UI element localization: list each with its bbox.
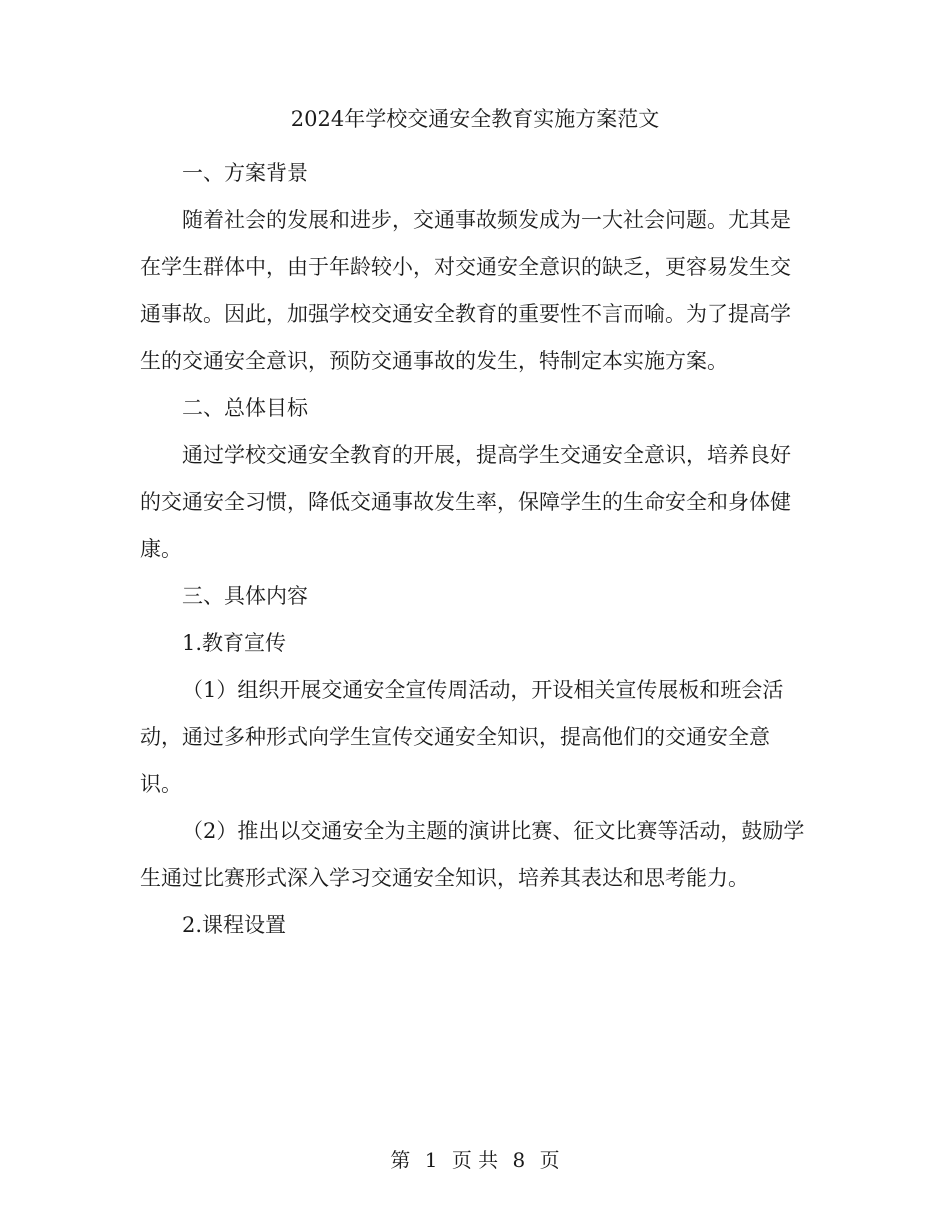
page-label-suffix: 页 <box>539 1148 560 1172</box>
subheading-curriculum: 2.课程设置 <box>182 913 287 937</box>
total-page-count: 8 <box>512 1148 526 1172</box>
paragraph-item-1: （1）组织开展交通安全宣传周活动，开设相关宣传展板和班会活动，通过多种形式向学生宣传交通安全知识，提高他们的交通安全意识。 <box>140 678 784 796</box>
section-heading-goals: 二、总体目标 <box>182 396 308 420</box>
current-page-number: 1 <box>424 1148 438 1172</box>
page-label-prefix: 第 <box>390 1148 411 1172</box>
page-label-mid: 页 共 <box>451 1148 499 1172</box>
page-footer <box>0 1146 950 1174</box>
section-heading-content: 三、具体内容 <box>182 584 308 608</box>
paragraph-background: 随着社会的发展和进步，交通事故频发成为一大社会问题。尤其是在学生群体中，由于年龄较小，对交通安全意识的缺乏，更容易发生交通事故。因此，加强学校交通安全教育的重要性不言而喻。为了提高学生的交通安全意识，预防交通事故的发生，特制定本实施方案。 <box>140 208 791 373</box>
paragraph-goals: 通过学校交通安全教育的开展，提高学生交通安全意识，培养良好的交通安全习惯，降低交通事故发生率，保障学生的生命安全和身体健康。 <box>140 443 791 561</box>
paragraph-item-2: （2）推出以交通安全为主题的演讲比赛、征文比赛等活动，鼓励学生通过比赛形式深入学习交通安全知识，培养其表达和思考能力。 <box>140 819 805 890</box>
document-body <box>140 150 810 949</box>
section-heading-background: 一、方案背景 <box>182 161 308 185</box>
subheading-education-publicity: 1.教育宣传 <box>182 631 287 655</box>
document-title: 2024年学校交通安全教育实施方案范文 <box>290 107 660 131</box>
